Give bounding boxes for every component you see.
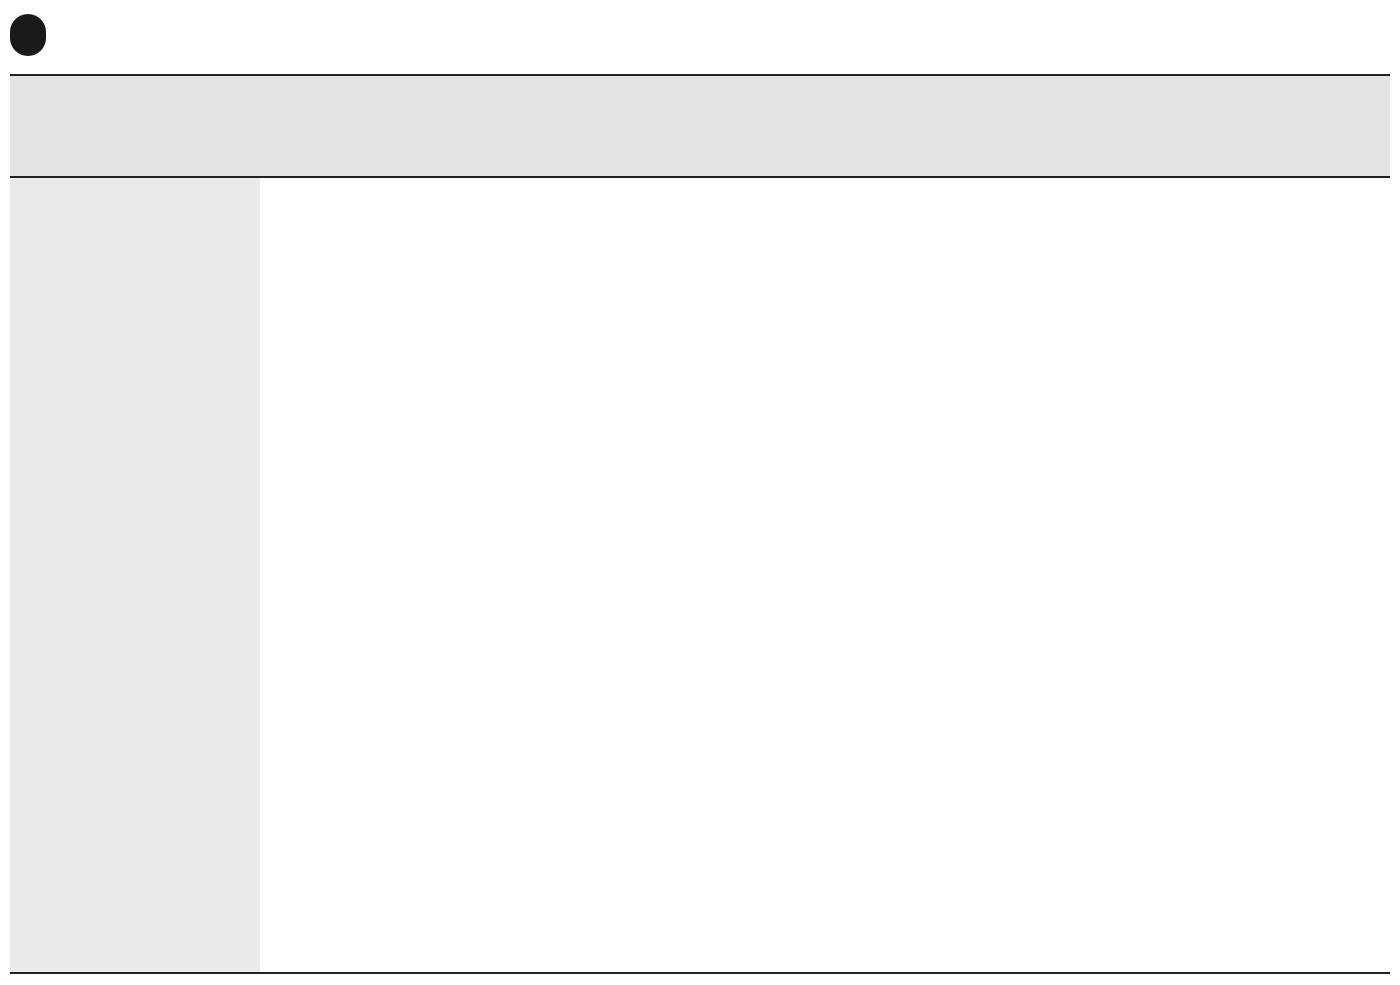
bottom-rule [10,972,1390,974]
header-kubun [10,76,260,176]
table-number-badge [10,14,46,56]
label-column-background [10,178,260,972]
title-row [10,12,64,58]
composition-table [10,74,1390,974]
